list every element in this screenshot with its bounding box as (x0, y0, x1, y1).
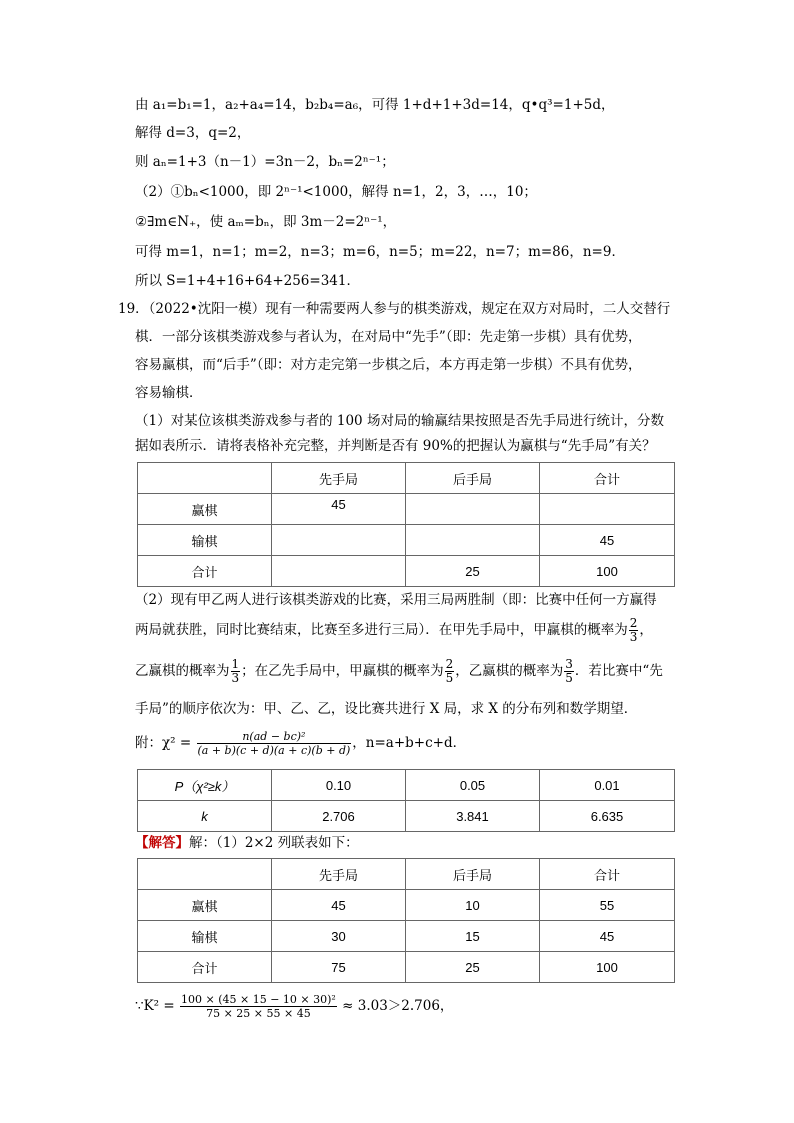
chi-square-fraction: $\frac{\text{n(ad − bc)²}}{(a + b)(c + d)(a + c)(b + d)}$ (197, 730, 351, 757)
question-19-line-4: 容易输棋． (135, 385, 203, 401)
table-cell: 赢棋 (138, 890, 272, 921)
table-cell: 45 (272, 494, 406, 525)
part-2-line-4: 手局”的顺序依次为：甲、乙、乙，设比赛共进行 X 局，求 X 的分布列和数学期望． (135, 701, 638, 717)
table-header: 先手局 (272, 463, 406, 494)
table-cell: k (138, 801, 272, 832)
formula-chi-square: 附：χ² = $\frac{\text{n(ad − bc)²}}{(a + b)(c + d)(a + c)(b + d)}$ ，n=a+b+c+d． (135, 730, 467, 757)
table-cell (406, 494, 540, 525)
table-cell: 25 (406, 952, 540, 983)
question-19-line-2: 棋．一部分该棋类游戏参与者认为，在对局中“先手”（即：先走第一步棋）具有优势， (135, 329, 642, 345)
table-header: 合计 (540, 463, 675, 494)
question-19-line-3: 容易赢棋，而“后手”（即：对方走完第一步棋之后，本方再走第一步棋）不具有优势， (135, 357, 642, 373)
table-row (138, 921, 675, 952)
table-cell (540, 494, 675, 525)
table-cell: 45 (540, 921, 675, 952)
fraction-1-3: $\frac{1}{3}$ (231, 657, 240, 685)
table-cell: 0.01 (540, 770, 675, 801)
table-cell (272, 525, 406, 556)
table-cell: 输棋 (138, 921, 272, 952)
fraction-2-5: $\frac{2}{5}$ (445, 657, 454, 685)
table-cell: 100 (540, 556, 675, 587)
table-cell: P（χ²≥k） (138, 770, 272, 801)
table-incomplete (137, 462, 675, 587)
table-row (138, 952, 675, 983)
table-cell (138, 859, 272, 890)
table-cell: 10 (406, 890, 540, 921)
table-cell: 100 (540, 952, 675, 983)
table-cell: 6.635 (540, 801, 675, 832)
table-completed (137, 858, 675, 983)
table-cell (138, 463, 272, 494)
table-cell: 2.706 (272, 801, 406, 832)
table-row (138, 494, 675, 525)
table-cell: 30 (272, 921, 406, 952)
part-2-text: 两局就获胜，同时比赛结束，比赛至多进行三局）．在甲先手局中，甲赢棋的概率为 (135, 622, 628, 638)
answer-line: 【解答】解：（1）2×2 列联表如下： (135, 835, 359, 851)
solution-line-1: 由 a₁=b₁=1，a₂+a₄=14，b₂b₄=a₆，可得 1+d+1+3d=14，q•q³=1+5d， (135, 97, 615, 113)
table-row (138, 556, 675, 587)
table-critical-values (137, 769, 675, 832)
table-header: 后手局 (406, 463, 540, 494)
table-cell: 3.841 (406, 801, 540, 832)
answer-tag: 【解答】 (135, 835, 189, 851)
part-1-line-1: （1）对某位该棋类游戏参与者的 100 场对局的输赢结果按照是否先手局进行统计，分数 (135, 413, 664, 429)
solution-line-7: 所以 S=1+4+16+64+256=341． (135, 273, 360, 289)
table-row (138, 770, 675, 801)
table-cell: 25 (406, 556, 540, 587)
table-row (138, 890, 675, 921)
k-square-fraction: $\frac{\text{100 × (45 × 15 − 10 × 30)²}}{75 \times 25 \times 55 \times 45}$ (181, 993, 336, 1020)
table-row (138, 525, 675, 556)
k-square-formula: ∵K² = $\frac{\text{100 × (45 × 15 − 10 × 30)²}}{75 \times 25 \times 55 \times 45}$ ≈ 3.03＞2.706， (135, 993, 454, 1020)
table-cell: 45 (540, 525, 675, 556)
table-cell: 0.10 (272, 770, 406, 801)
part-2-line-3: 乙赢棋的概率为 $\frac{1}{3}$ ；在乙先手局中，甲赢棋的概率为 $\frac{2}{5}$ ，乙赢棋的概率为 $\frac{3}{5}$ ．若比赛中“先 (135, 657, 663, 685)
part-2-line-1: （2）现有甲乙两人进行该棋类游戏的比赛，采用三局两胜制（即：比赛中任何一方赢得 (135, 592, 657, 608)
table-cell: 合计 (138, 952, 272, 983)
table-header: 后手局 (406, 859, 540, 890)
solution-line-5: ②∃m∈N₊，使 aₘ=bₙ，即 3m－2=2ⁿ⁻¹， (135, 214, 397, 230)
table-cell: 15 (406, 921, 540, 952)
table-row (138, 801, 675, 832)
table-cell: 输棋 (138, 525, 272, 556)
fraction-3-5: $\frac{3}{5}$ (565, 657, 573, 685)
solution-line-6: 可得 m=1，n=1；m=2，n=3；m=6，n=5；m=22，n=7；m=86，n=9． (135, 244, 625, 260)
table-cell: 合计 (138, 556, 272, 587)
solution-line-3: 则 aₙ=1+3（n－1）=3n－2，bₙ=2ⁿ⁻¹； (135, 154, 395, 170)
table-header: 合计 (540, 859, 675, 890)
part-2-line-2: 两局就获胜，同时比赛结束，比赛至多进行三局）．在甲先手局中，甲赢棋的概率为 $\frac{2}{3}$ ， (135, 616, 653, 644)
table-cell (272, 556, 406, 587)
table-cell: 55 (540, 890, 675, 921)
table-header: 先手局 (272, 859, 406, 890)
table-cell (406, 525, 540, 556)
table-cell: 赢棋 (138, 494, 272, 525)
question-19-line-1: 19．（2022•沈阳一模）现有一种需要两人参与的棋类游戏，规定在双方对局时，二人交替行 (118, 301, 671, 317)
fraction-2-3: $\frac{2}{3}$ (629, 616, 638, 644)
table-cell: 75 (272, 952, 406, 983)
solution-line-2: 解得 d=3，q=2， (135, 125, 251, 141)
solution-line-4: （2）①bₙ<1000，即 2ⁿ⁻¹<1000，解得 n=1，2，3，…，10； (135, 184, 537, 200)
table-cell: 0.05 (406, 770, 540, 801)
table-cell: 45 (272, 890, 406, 921)
part-1-line-2: 据如表所示．请将表格补充完整，并判断是否有 90%的把握认为赢棋与“先手局”有关？ (135, 438, 656, 454)
